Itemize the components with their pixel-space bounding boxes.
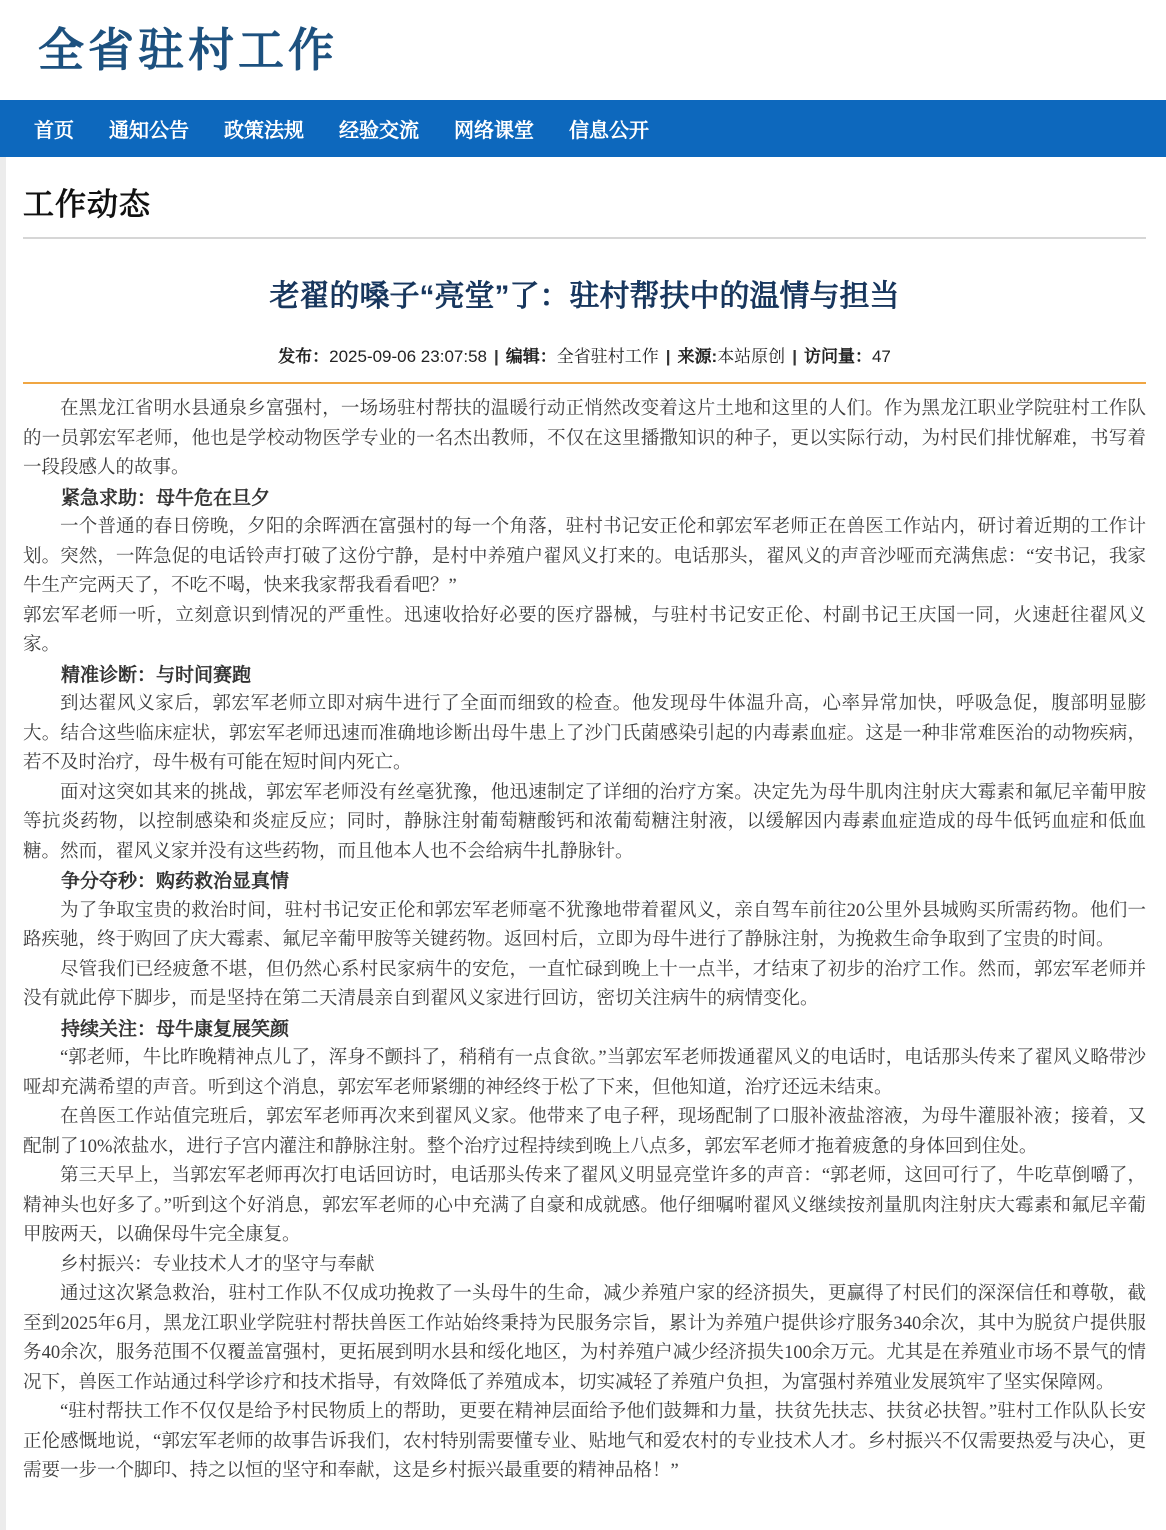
nav-item-notices[interactable]: 通知公告	[109, 120, 189, 142]
nav-item-info[interactable]: 信息公开	[569, 120, 649, 142]
paragraph: 郭宏军老师一听，立刻意识到情况的严重性。迅速收拾好必要的医疗器械，与驻村书记安正伦、村副书记王庆国一同，火速赶往翟风义家。	[23, 605, 1146, 655]
site-header	[0, 0, 1166, 100]
subheading: 争分夺秒：购药救治显真情	[61, 871, 290, 892]
article-title: 老翟的嗓子“亮堂”了：驻村帮扶中的温情与担当	[269, 280, 900, 313]
section-title-row	[23, 157, 1146, 239]
meta-separator: |	[665, 347, 671, 366]
meta-visits-label: 访问量：	[803, 347, 872, 366]
paragraph: 面对这突如其来的挑战，郭宏军老师没有丝毫犹豫，他迅速制定了详细的治疗方案。决定先为母牛肌肉注射庆大霉素和氟尼辛葡甲胺等抗炎药物，以控制感染和炎症反应；同时，静脉注射葡萄糖酸钙和浓葡萄糖注射液，以缓解因内毒素血症造成的母牛低钙血症和低血糖。然而，翟风义家并没有这些药物，而且他本人也不会给病牛扎静脉针。	[23, 782, 1146, 862]
nav-item-exchange[interactable]: 经验交流	[339, 120, 419, 142]
subheading: 紧急求助：母牛危在旦夕	[61, 487, 271, 509]
paragraph: 一个普通的春日傍晚，夕阳的余晖洒在富强村的每一个角落，驻村书记安正伦和郭宏军老师正在兽医工作站内，研讨着近期的工作计划。突然，一阵急促的电话铃声打破了这份宁静，是村中养殖户翟风义打来的。电话那头，翟风义的声音沙哑而充满焦虑：“安书记，我家牛生产完两天了，不吃不喝，快来我家帮我看看吧？”	[23, 517, 1146, 596]
nav-item-policies[interactable]: 政策法规	[224, 120, 304, 142]
paragraph: “郭老师，牛比昨晚精神点儿了，浑身不颤抖了，稍稍有一点食欲。”当郭宏军老师拨通翟风义的电话时，电话那头传来了翟风义略带沙哑却充满希望的声音。听到这个消息，郭宏军老师紧绷的神经终于松了下来，但他知道，治疗还远未结束。	[23, 1048, 1146, 1098]
paragraph: 通过这次紧急救治，驻村工作队不仅成功挽救了一头母牛的生命，减少养殖户家的经济损失，更赢得了村民们的深深信任和尊敬，截至到2025年6月，黑龙江职业学院驻村帮扶兽医工作站始终秉持为民服务宗旨，累计为养殖户提供诊疗服务340余次，其中为脱贫户提供服务40余次，服务范围不仅覆盖富强村，更拓展到明水县和绥化地区，为村养殖户减少经济损失100余万元。尤其是在养殖业市场不景气的情况下，兽医工作站通过科学诊疗和技术指导，有效降低了养殖成本，切实减轻了养殖户负担，为富强村养殖业发展筑牢了坚实保障网。	[23, 1284, 1146, 1393]
nav-item-home[interactable]: 首页	[34, 120, 74, 142]
meta-separator: |	[792, 347, 797, 366]
main-content	[0, 157, 1166, 1530]
meta-editor-label: 编辑：	[505, 347, 557, 366]
meta-source-value: 本站原创	[717, 347, 786, 366]
article-body	[23, 395, 1146, 1487]
paragraph: 到达翟风义家后，郭宏军老师立即对病牛进行了全面而细致的检查。他发现母牛体温升高，心率异常加快，呼吸急促，腹部明显膨大。结合这些临床症状，郭宏军老师迅速而准确地诊断出母牛患上了沙门氏菌感染引起的内毒素血症。这是一种非常难医治的动物疾病，若不及时治疗，母牛极有可能在短时间内死亡。	[23, 694, 1146, 773]
subheading-plain: 乡村振兴：专业技术人才的坚守与奉献	[60, 1254, 375, 1275]
site-title: 全省驻村工作	[38, 24, 338, 76]
paragraph: 在兽医工作站值完班后，郭宏军老师再次来到翟风义家。他带来了电子秤，现场配制了口服补液盐溶液，为母牛灌服补液；接着，又配制了10%浓盐水，进行子宫内灌注和静脉注射。整个治疗过程持续到晚上八点多，郭宏军老师才拖着疲惫的身体回到住处。	[23, 1107, 1146, 1157]
nav-item-courses[interactable]: 网络课堂	[454, 120, 534, 142]
paragraph: 在黑龙江省明水县通泉乡富强村，一场场驻村帮扶的温暖行动正悄然改变着这片土地和这里的人们。作为黑龙江职业学院驻村工作队的一员郭宏军老师，他也是学校动物医学专业的一名杰出教师，不仅在这里播撒知识的种子，更以实际行动，为村民们排忧解难，书写着一段段感人的故事。	[23, 399, 1146, 478]
paragraph: 尽管我们已经疲惫不堪，但仍然心系村民家病牛的安危，一直忙碌到晚上十一点半，才结束了初步的治疗工作。然而，郭宏军老师并没有就此停下脚步，而是坚持在第二天清晨亲自到翟风义家进行回访，密切关注病牛的病情变化。	[23, 959, 1146, 1009]
subheading: 持续关注：母牛康复展笑颜	[61, 1018, 290, 1040]
section-title: 工作动态	[23, 187, 151, 222]
meta-source-label: 来源:	[677, 347, 718, 366]
paragraph: 为了争取宝贵的救治时间，驻村书记安正伦和郭宏军老师毫不犹豫地带着翟风义，亲自驾车前往20公里外县城购买所需药物。他们一路疾驰，终于购回了庆大霉素、氟尼辛葡甲胺等关键药物。返回村后，立即为母牛进行了静脉注射，为挽救生命争取到了宝贵的时间。	[23, 900, 1146, 950]
meta-publish-value: 2025-09-06 23:07:58	[329, 347, 487, 366]
subheading: 精准诊断：与时间赛跑	[61, 664, 252, 686]
paragraph: 第三天早上，当郭宏军老师再次打电话回访时，电话那头传来了翟风义明显亮堂许多的声音：“郭老师，这回可行了，牛吃草倒嚼了，精神头也好多了。”听到这个好消息，郭宏军老师的心中充满了自豪和成就感。他仔细嘱咐翟风义继续按剂量肌肉注射庆大霉素和氟尼辛葡甲胺两天，以确保母牛完全康复。	[23, 1166, 1146, 1245]
main-navbar	[0, 100, 1166, 157]
meta-divider	[23, 382, 1146, 384]
meta-separator: |	[493, 347, 499, 366]
meta-publish-label: 发布：	[278, 347, 330, 366]
article-meta	[23, 342, 1146, 367]
meta-visits-value: 47	[871, 347, 891, 366]
meta-editor-value: 全省驻村工作	[556, 347, 659, 366]
paragraph: “驻村帮扶工作不仅仅是给予村民物质上的帮助，更要在精神层面给予他们鼓舞和力量，扶贫先扶志、扶贫必扶智。”驻村工作队队长安正伦感慨地说，“郭宏军老师的故事告诉我们，农村特别需要懂专业、贴地气和爱农村的专业技术人才。乡村振兴不仅需要热爱与决心，更需要一步一个脚印、持之以恒的坚守和奉献，这是乡村振兴最重要的精神品格！”	[23, 1402, 1146, 1481]
